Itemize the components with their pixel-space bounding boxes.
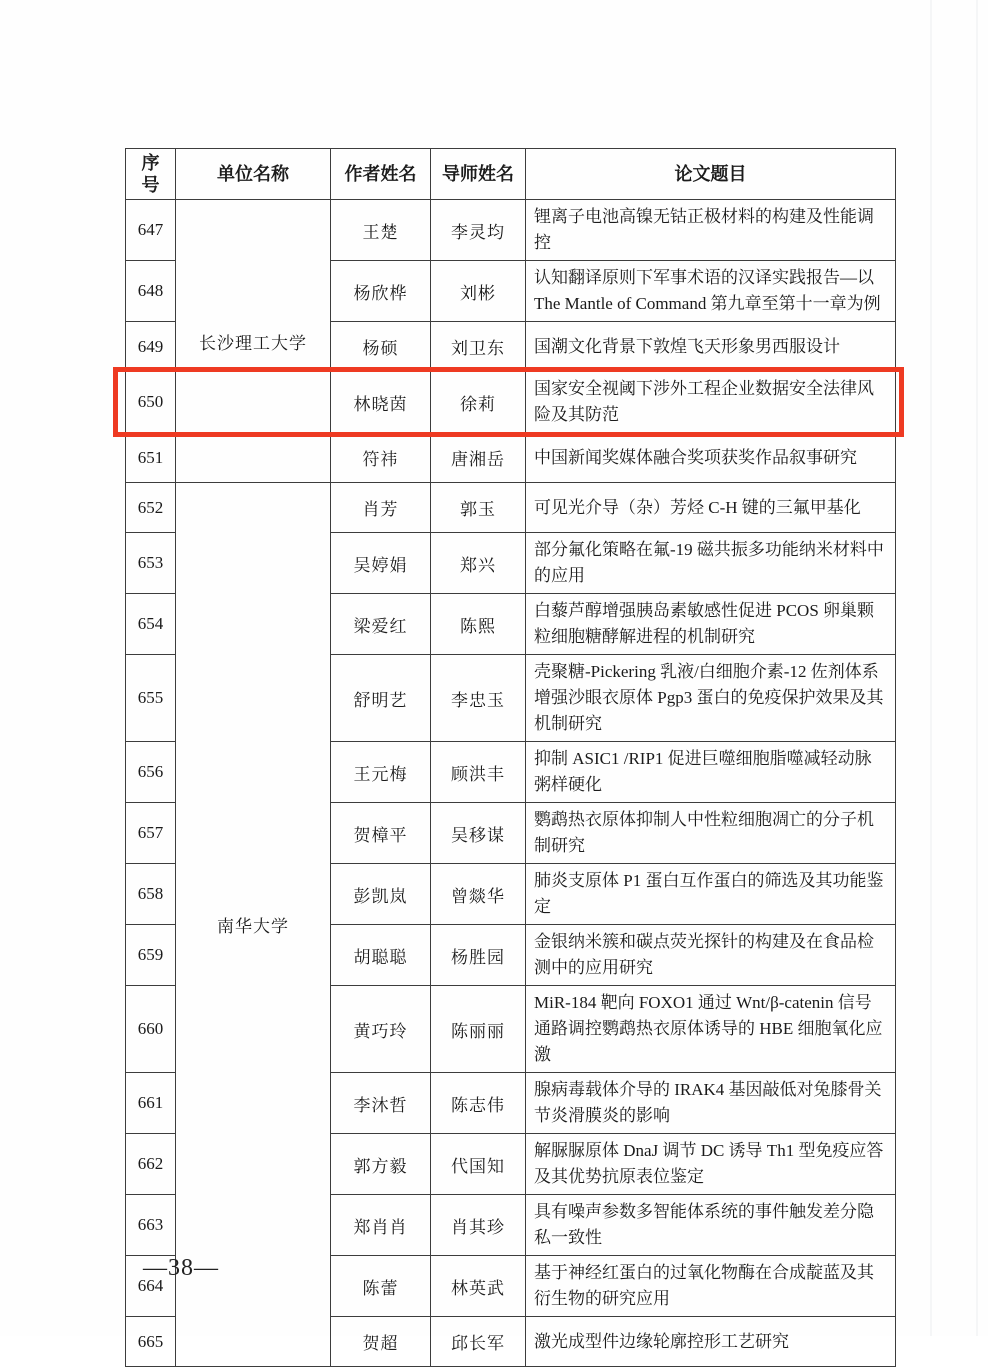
title-cell: 肺炎支原体 P1 蛋白互作蛋白的筛选及其功能鉴定: [526, 864, 896, 925]
serial-cell: 662: [126, 1134, 176, 1195]
author-cell: 陈蕾: [331, 1256, 431, 1317]
title-cell: MiR-184 靶向 FOXO1 通过 Wnt/β-catenin 信号通路调控鹦鹉热衣原体诱导的 HBE 细胞氧化应激: [526, 986, 896, 1073]
advisor-cell: 杨胜园: [431, 925, 526, 986]
serial-cell: 652: [126, 483, 176, 533]
table-row: [126, 483, 896, 533]
author-cell: 王楚: [331, 200, 431, 261]
author-cell: 胡聪聪: [331, 925, 431, 986]
column-header: 论文题目: [526, 149, 896, 200]
advisor-cell: 郭玉: [431, 483, 526, 533]
title-cell: 部分氟化策略在氟-19 磁共振多功能纳米材料中的应用: [526, 533, 896, 594]
advisor-cell: 刘彬: [431, 261, 526, 322]
advisor-cell: 陈丽丽: [431, 986, 526, 1073]
author-cell: 肖芳: [331, 483, 431, 533]
title-cell: 激光成型件边缘轮廓控形工艺研究: [526, 1317, 896, 1367]
title-cell: 腺病毒载体介导的 IRAK4 基因敲低对兔膝骨关节炎滑膜炎的影响: [526, 1073, 896, 1134]
advisor-cell: 吴移谋: [431, 803, 526, 864]
column-header: 导师姓名: [431, 149, 526, 200]
serial-cell: 663: [126, 1195, 176, 1256]
author-cell: 彭凯岚: [331, 864, 431, 925]
author-cell: 舒明艺: [331, 655, 431, 742]
serial-cell: 651: [126, 433, 176, 483]
serial-cell: 650: [126, 372, 176, 433]
author-cell: 郑肖肖: [331, 1195, 431, 1256]
advisor-cell: 李忠玉: [431, 655, 526, 742]
scan-artifact: [976, 0, 978, 1336]
serial-cell: 649: [126, 322, 176, 372]
title-cell: 具有噪声参数多智能体系统的事件触发差分隐私一致性: [526, 1195, 896, 1256]
serial-cell: 655: [126, 655, 176, 742]
advisor-cell: 顾洪丰: [431, 742, 526, 803]
serial-cell: 665: [126, 1317, 176, 1367]
title-cell: 金银纳米簇和碳点荧光探针的构建及在食品检测中的应用研究: [526, 925, 896, 986]
advisor-cell: 林英武: [431, 1256, 526, 1317]
title-cell: 锂离子电池高镍无钴正极材料的构建及性能调控: [526, 200, 896, 261]
serial-cell: 657: [126, 803, 176, 864]
advisor-cell: 李灵均: [431, 200, 526, 261]
author-cell: 李沐哲: [331, 1073, 431, 1134]
unit-cell: 长沙理工大学: [176, 200, 331, 483]
serial-cell: 660: [126, 986, 176, 1073]
column-header: 序号: [126, 149, 176, 200]
title-cell: 国家安全视阈下涉外工程企业数据安全法律风险及其防范: [526, 372, 896, 433]
serial-cell: 648: [126, 261, 176, 322]
advisor-cell: 刘卫东: [431, 322, 526, 372]
advisor-cell: 郑兴: [431, 533, 526, 594]
title-cell: 国潮文化背景下敦煌飞天形象男西服设计: [526, 322, 896, 372]
scan-artifact: [930, 0, 932, 1336]
author-cell: 杨欣桦: [331, 261, 431, 322]
table-body: [126, 200, 896, 1367]
header-row: [126, 149, 896, 200]
title-cell: 抑制 ASIC1 /RIP1 促进巨噬细胞脂噬减轻动脉粥样硬化: [526, 742, 896, 803]
author-cell: 杨硕: [331, 322, 431, 372]
author-cell: 黄巧玲: [331, 986, 431, 1073]
title-cell: 鹦鹉热衣原体抑制人中性粒细胞凋亡的分子机制研究: [526, 803, 896, 864]
column-header: 作者姓名: [331, 149, 431, 200]
author-cell: 吴婷娟: [331, 533, 431, 594]
advisor-cell: 徐莉: [431, 372, 526, 433]
author-cell: 梁爱红: [331, 594, 431, 655]
unit-cell: 南华大学: [176, 483, 331, 1367]
author-cell: 贺超: [331, 1317, 431, 1367]
author-cell: 符祎: [331, 433, 431, 483]
title-cell: 壳聚糖-Pickering 乳液/白细胞介素-12 佐剂体系增强沙眼衣原体 Pgp3 蛋白的免疫保护效果及其机制研究: [526, 655, 896, 742]
title-cell: 基于神经红蛋白的过氧化物酶在合成靛蓝及其衍生物的研究应用: [526, 1256, 896, 1317]
advisor-cell: 邱长军: [431, 1317, 526, 1367]
serial-cell: 654: [126, 594, 176, 655]
author-cell: 王元梅: [331, 742, 431, 803]
column-header: 单位名称: [176, 149, 331, 200]
serial-cell: 647: [126, 200, 176, 261]
advisor-cell: 肖其珍: [431, 1195, 526, 1256]
serial-cell: 658: [126, 864, 176, 925]
serial-cell: 661: [126, 1073, 176, 1134]
serial-cell: 656: [126, 742, 176, 803]
title-cell: 可见光介导（杂）芳烃 C-H 键的三氟甲基化: [526, 483, 896, 533]
author-cell: 林晓茵: [331, 372, 431, 433]
advisor-cell: 陈熙: [431, 594, 526, 655]
thesis-table: [125, 148, 896, 1367]
title-cell: 中国新闻奖媒体融合奖项获奖作品叙事研究: [526, 433, 896, 483]
title-cell: 白藜芦醇增强胰岛素敏感性促进 PCOS 卵巢颗粒细胞糖酵解进程的机制研究: [526, 594, 896, 655]
advisor-cell: 唐湘岳: [431, 433, 526, 483]
advisor-cell: 代国知: [431, 1134, 526, 1195]
table-row: [126, 200, 896, 261]
author-cell: 郭方毅: [331, 1134, 431, 1195]
serial-cell: 653: [126, 533, 176, 594]
title-cell: 认知翻译原则下军事术语的汉译实践报告—以 The Mantle of Command 第九章至第十一章为例: [526, 261, 896, 322]
page-number: —38—: [143, 1255, 219, 1281]
advisor-cell: 曾燚华: [431, 864, 526, 925]
serial-cell: 659: [126, 925, 176, 986]
author-cell: 贺樟平: [331, 803, 431, 864]
title-cell: 解脲脲原体 DnaJ 调节 DC 诱导 Th1 型免疫应答及其优势抗原表位鉴定: [526, 1134, 896, 1195]
serial-cell: 664: [126, 1256, 176, 1317]
advisor-cell: 陈志伟: [431, 1073, 526, 1134]
